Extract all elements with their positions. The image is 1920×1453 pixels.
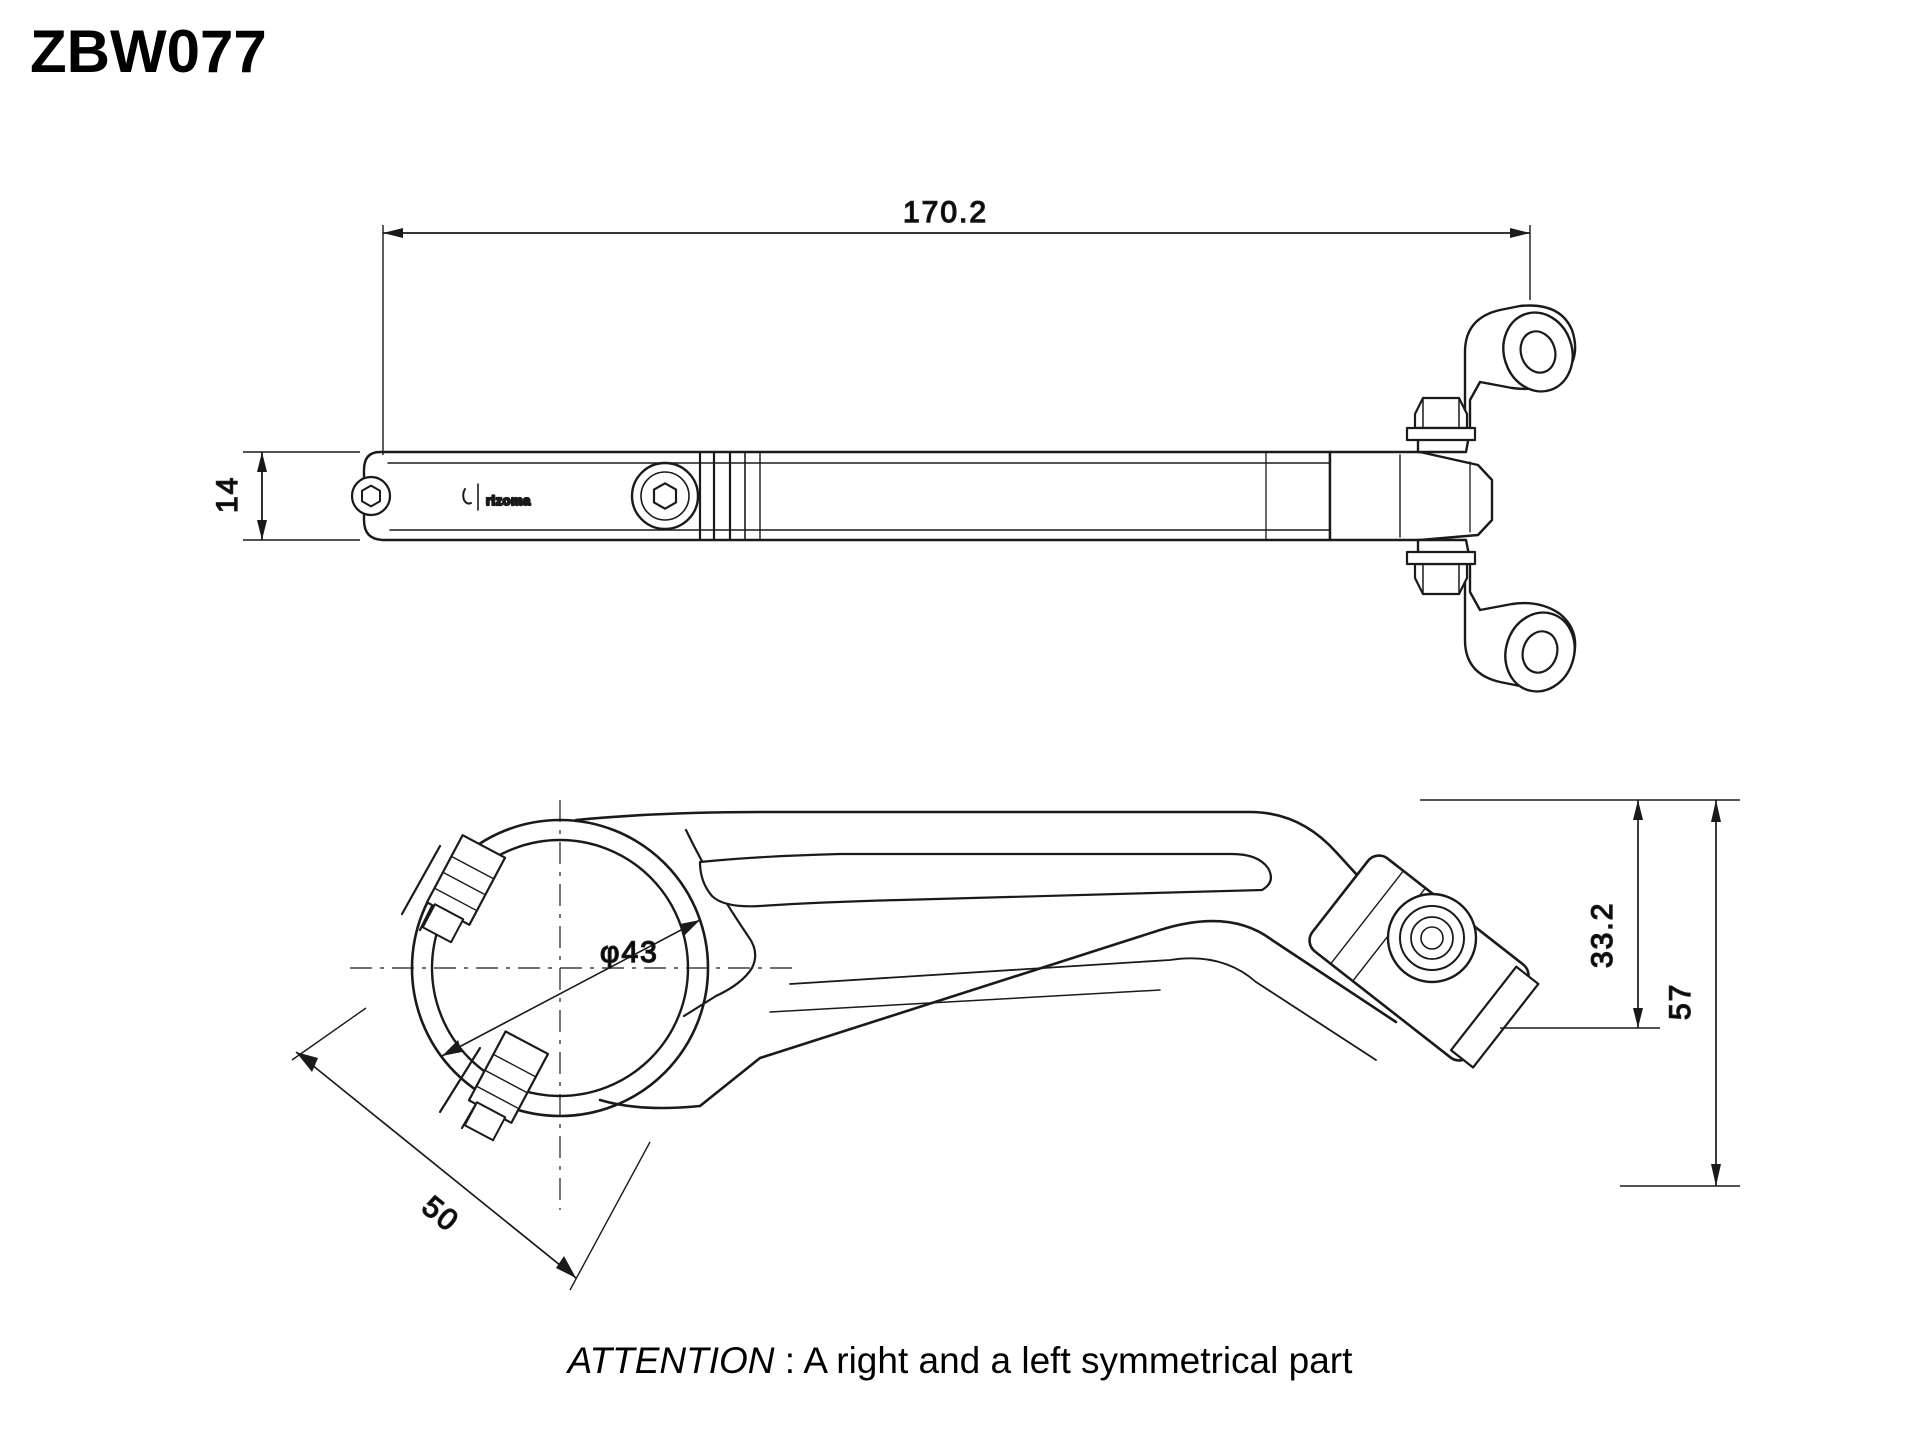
arm-inner-line [790,958,1376,1060]
dim-label-57: 57 [1664,982,1697,1020]
arrow-332-bot [1633,1008,1643,1028]
dim-label-50: 50 [415,1189,466,1239]
dim-label-332: 33.2 [1586,901,1619,968]
arrow-50-b [556,1256,576,1278]
arrow-170-left [383,228,403,238]
arrow-57-bot [1711,1164,1721,1186]
rizoma-logo-text: rizoma [486,493,531,508]
dim-label-170: 170.2 [903,196,989,229]
side-view [350,303,1585,700]
arm-recess-slot [700,854,1271,906]
arrow-14-top [257,452,267,472]
dim-label-d43: φ43 [600,936,659,969]
ext-line-50-a [292,1008,366,1060]
dim-label-14: 14 [211,475,244,513]
arm-lower-edge [600,921,1396,1108]
arrow-332-top [1633,800,1643,820]
end-screw [1388,894,1476,982]
top-view [394,812,1560,1201]
ext-line-50-b [570,1142,650,1290]
arrow-170-right [1510,228,1530,238]
arrow-57-top [1711,800,1721,822]
attention-label: ATTENTION [567,1340,775,1381]
hex-screw-clamp [632,463,698,529]
bar-right-body [1330,452,1492,540]
arrow-14-bot [257,520,267,540]
hex-screw-left [352,477,390,515]
page-title: ZBW077 [30,18,267,85]
attention-note [0,1340,1920,1382]
attention-text: : A right and a left symmetrical part [774,1340,1353,1381]
arrow-50-a [296,1052,318,1072]
